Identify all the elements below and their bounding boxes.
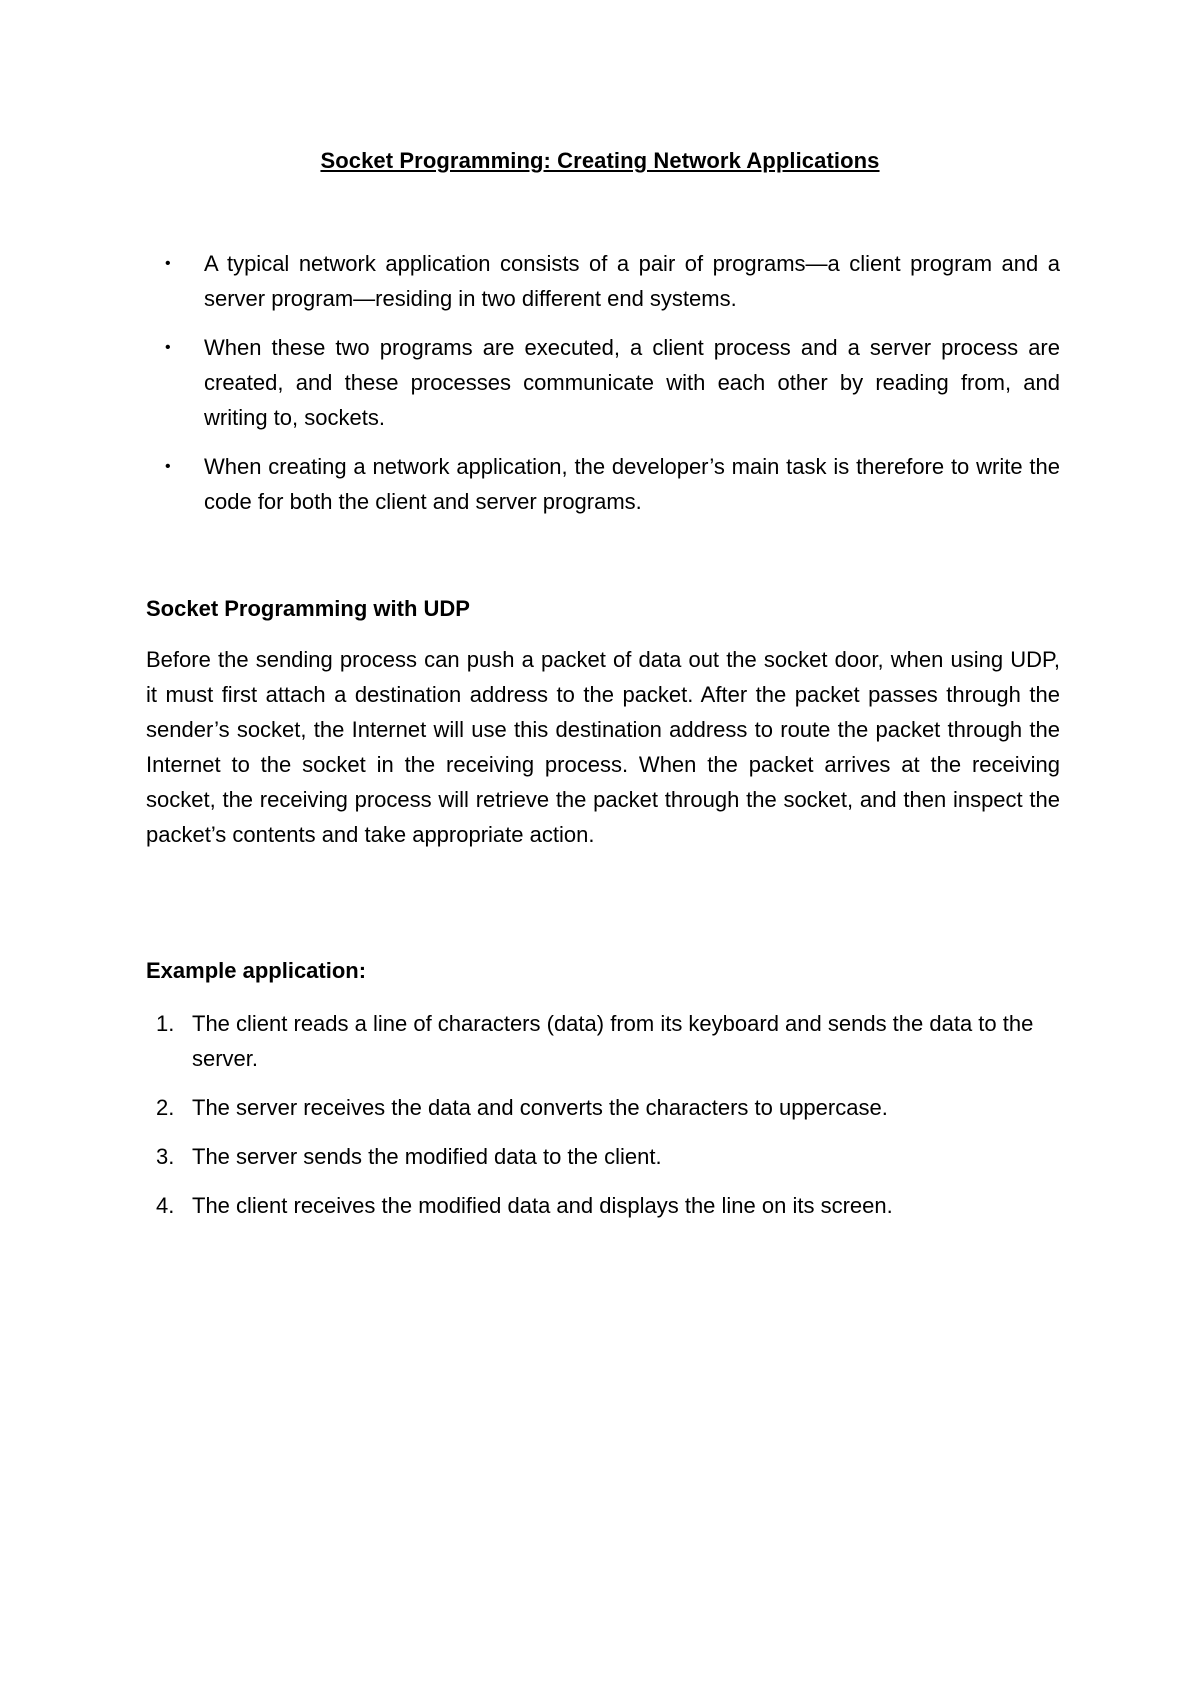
bullet-text: When these two programs are executed, a client process and a server process are created, and these processes communicate with each other by reading from, and writing to, sockets. — [204, 335, 1060, 430]
list-item — [146, 330, 1060, 435]
step-number: 3. — [156, 1144, 175, 1169]
example-steps-list — [146, 1006, 1060, 1237]
step-number: 4. — [156, 1193, 175, 1218]
bullet-icon: • — [165, 458, 171, 475]
step-text: The client receives the modified data and displays the line on its screen. — [192, 1193, 893, 1218]
example-heading: Example application: — [146, 958, 367, 983]
list-item — [146, 1139, 1060, 1174]
udp-paragraph: Before the sending process can push a packet of data out the socket door, when using UDP, it must first attach a destination address to the packet. After the packet passes through the sender’s socket, the Internet will use this destination address to route the packet through the Internet to the socket in the receiving process. When the packet arrives at the receiving socket, the receiving process will retrieve the packet through the socket, and then inspect the packet’s contents and take appropriate action. — [146, 647, 1060, 847]
step-text: The client reads a line of characters (data) from its keyboard and sends the data to the server. — [192, 1011, 1034, 1071]
intro-bullet-list — [146, 246, 1060, 533]
step-text: The server sends the modified data to the client. — [192, 1144, 662, 1169]
step-text: The server receives the data and converts the characters to uppercase. — [192, 1095, 888, 1120]
list-item — [146, 1090, 1060, 1125]
list-item — [146, 1188, 1060, 1223]
bullet-icon: • — [165, 339, 171, 356]
step-number: 2. — [156, 1095, 175, 1120]
step-number: 1. — [156, 1011, 175, 1036]
bullet-text: A typical network application consists of a pair of programs—a client program and a server program—residing in two different end systems. — [204, 251, 1060, 311]
udp-section-heading: Socket Programming with UDP — [146, 596, 470, 621]
bullet-icon: • — [165, 255, 171, 272]
page-title: Socket Programming: Creating Network Applications — [320, 148, 880, 173]
list-item — [146, 1006, 1060, 1076]
list-item — [146, 449, 1060, 519]
bullet-text: When creating a network application, the developer’s main task is therefore to write the code for both the client and server programs. — [204, 454, 1060, 514]
list-item — [146, 246, 1060, 316]
